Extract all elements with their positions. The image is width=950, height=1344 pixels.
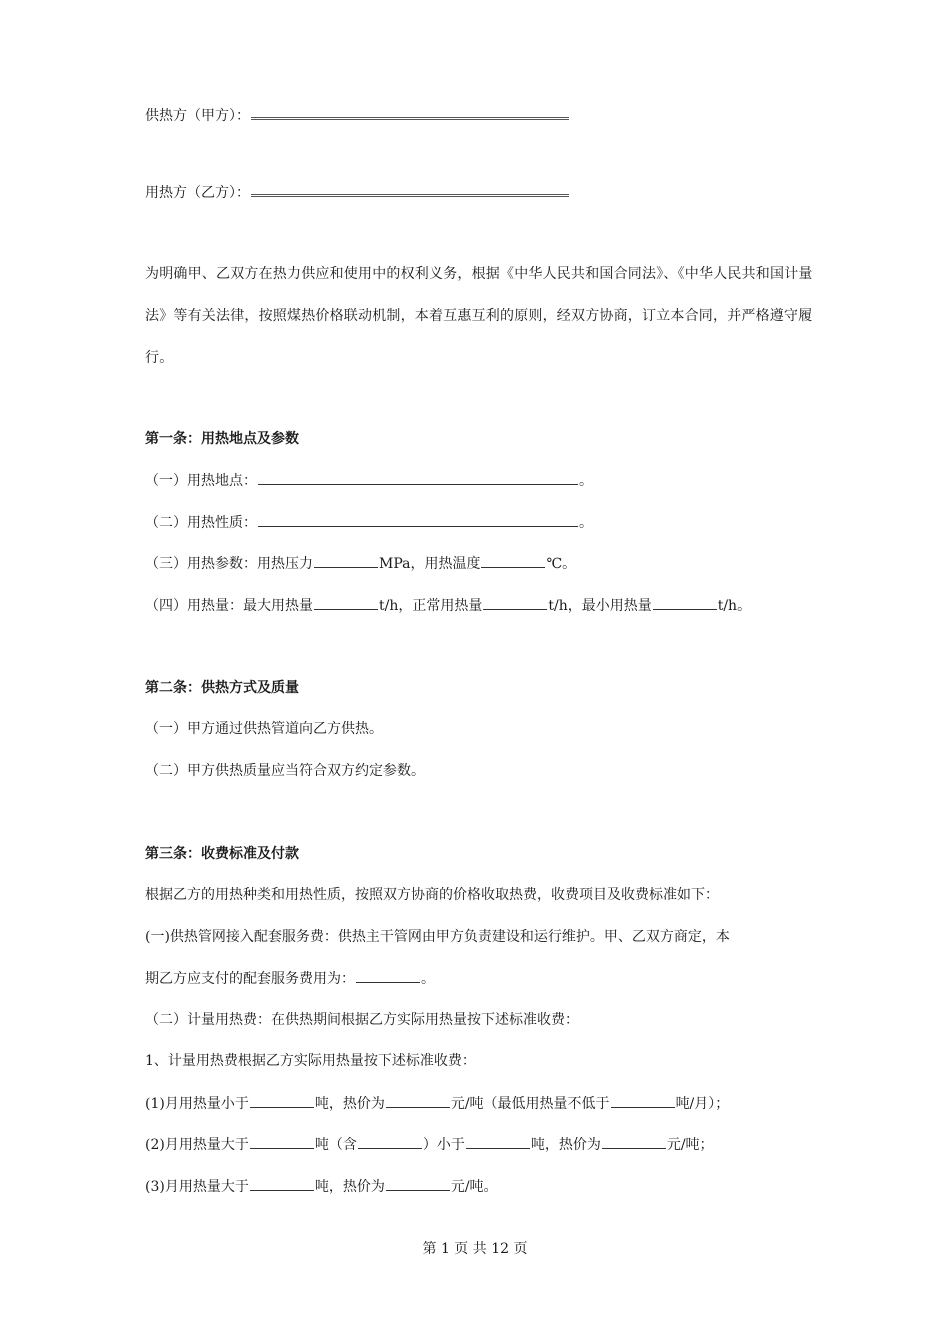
article1-item1-end: 。: [579, 473, 593, 489]
min-heat-blank[interactable]: [653, 595, 717, 610]
rate2-qty1-blank[interactable]: [250, 1134, 314, 1149]
party-b-line: [145, 180, 570, 203]
article1-item1: [145, 470, 593, 491]
article3-item1-line1: (一)供热管网接入配套服务费：供热主干管网由甲方负责建设和运行维护。甲、乙双方商定，本: [145, 929, 730, 945]
article1-item4-c: t/h，最小用热量: [548, 598, 652, 614]
article1-item2-end: 。: [579, 515, 593, 531]
rate2-d: 吨，热价为: [530, 1137, 601, 1153]
party-b-label: 用热方（乙方）：: [145, 185, 250, 201]
rate3-b: 吨，热价为: [314, 1179, 385, 1195]
heat-location-blank[interactable]: [258, 470, 578, 485]
page-footer: 第 1 页 共 12 页: [422, 1241, 528, 1257]
article3-sub1: 1、计量用热费根据乙方实际用热量按下述标准收费：: [145, 1053, 476, 1069]
article1-item3: [145, 553, 576, 574]
rate3-c: 元/吨。: [450, 1179, 498, 1195]
article3-intro: 根据乙方的用热种类和用热性质，按照双方协商的价格收取热费，收费项目及收费标准如下：: [145, 887, 719, 903]
article2-item2: （二）甲方供热质量应当符合双方约定参数。: [145, 763, 425, 779]
rate2-c: ）小于: [422, 1137, 465, 1153]
rate3-a: (3)月用热量大于: [145, 1179, 249, 1195]
pressure-blank[interactable]: [314, 553, 378, 568]
rate2-incl-blank[interactable]: [358, 1134, 422, 1149]
article1-item2-label: （二）用热性质：: [145, 515, 257, 531]
rate2-a: (2)月用热量大于: [145, 1137, 249, 1153]
rate2-b: 吨（含: [314, 1137, 357, 1153]
service-fee-blank[interactable]: [356, 968, 420, 983]
article1-item4: [145, 595, 751, 616]
max-heat-blank[interactable]: [314, 595, 378, 610]
article1-item3-b: MPa，用热温度: [379, 556, 481, 572]
article1-item4-a: （四）用热量：最大用热量: [145, 598, 313, 614]
rate2-e: 元/吨；: [666, 1137, 714, 1153]
rate1-price-blank[interactable]: [386, 1093, 450, 1108]
rate2-qty2-blank[interactable]: [466, 1134, 530, 1149]
article3-item1-b: 期乙方应支付的配套服务费用为：: [145, 971, 355, 987]
article2-item1: （一）甲方通过供热管道向乙方供热。: [145, 721, 383, 737]
article2-title: 第二条：供热方式及质量: [145, 680, 299, 696]
temperature-blank[interactable]: [481, 553, 545, 568]
party-a-blank[interactable]: [251, 103, 569, 120]
rate1-min-blank[interactable]: [611, 1093, 675, 1108]
rate-row-2: [145, 1134, 714, 1155]
rate1-c: 元/吨（最低用热量不低于: [450, 1096, 610, 1112]
article3-title: 第三条：收费标准及付款: [145, 846, 299, 862]
party-a-line: [145, 103, 570, 126]
heat-nature-blank[interactable]: [258, 512, 578, 527]
article1-item4-d: t/h。: [717, 598, 752, 614]
party-a-label: 供热方（甲方）：: [145, 108, 250, 124]
rate1-d: 吨/月）；: [675, 1096, 730, 1112]
rate3-qty-blank[interactable]: [250, 1176, 314, 1191]
rate1-b: 吨，热价为: [314, 1096, 385, 1112]
article1-item4-b: t/h，正常用热量: [379, 598, 483, 614]
article3-item1-line2: [145, 968, 435, 989]
intro-paragraph: 为明确甲、乙双方在热力供应和使用中的权利义务，根据《中华人民共和国合同法》、《中华人民共和国计量法》等有关法律，按照煤热价格联动机制，本着互惠互利的原则，经双方协商，订立本合同，并严格遵守履行。: [145, 266, 813, 366]
article1-title: 第一条：用热地点及参数: [145, 431, 299, 447]
party-b-blank[interactable]: [251, 180, 569, 197]
rate-row-1: [145, 1093, 729, 1114]
rate1-a: (1)月用热量小于: [145, 1096, 249, 1112]
article3-item1-end: 。: [421, 971, 435, 987]
article1-item2: [145, 512, 593, 533]
normal-heat-blank[interactable]: [483, 595, 547, 610]
article1-item3-c: ℃。: [546, 556, 577, 572]
article3-item2: （二）计量用热费：在供热期间根据乙方实际用热量按下述标准收费：: [145, 1012, 579, 1028]
article1-item3-a: （三）用热参数：用热压力: [145, 556, 313, 572]
rate-row-3: [145, 1176, 498, 1197]
rate3-price-blank[interactable]: [386, 1176, 450, 1191]
rate1-qty-blank[interactable]: [250, 1093, 314, 1108]
rate2-price-blank[interactable]: [602, 1134, 666, 1149]
article1-item1-label: （一）用热地点：: [145, 473, 257, 489]
